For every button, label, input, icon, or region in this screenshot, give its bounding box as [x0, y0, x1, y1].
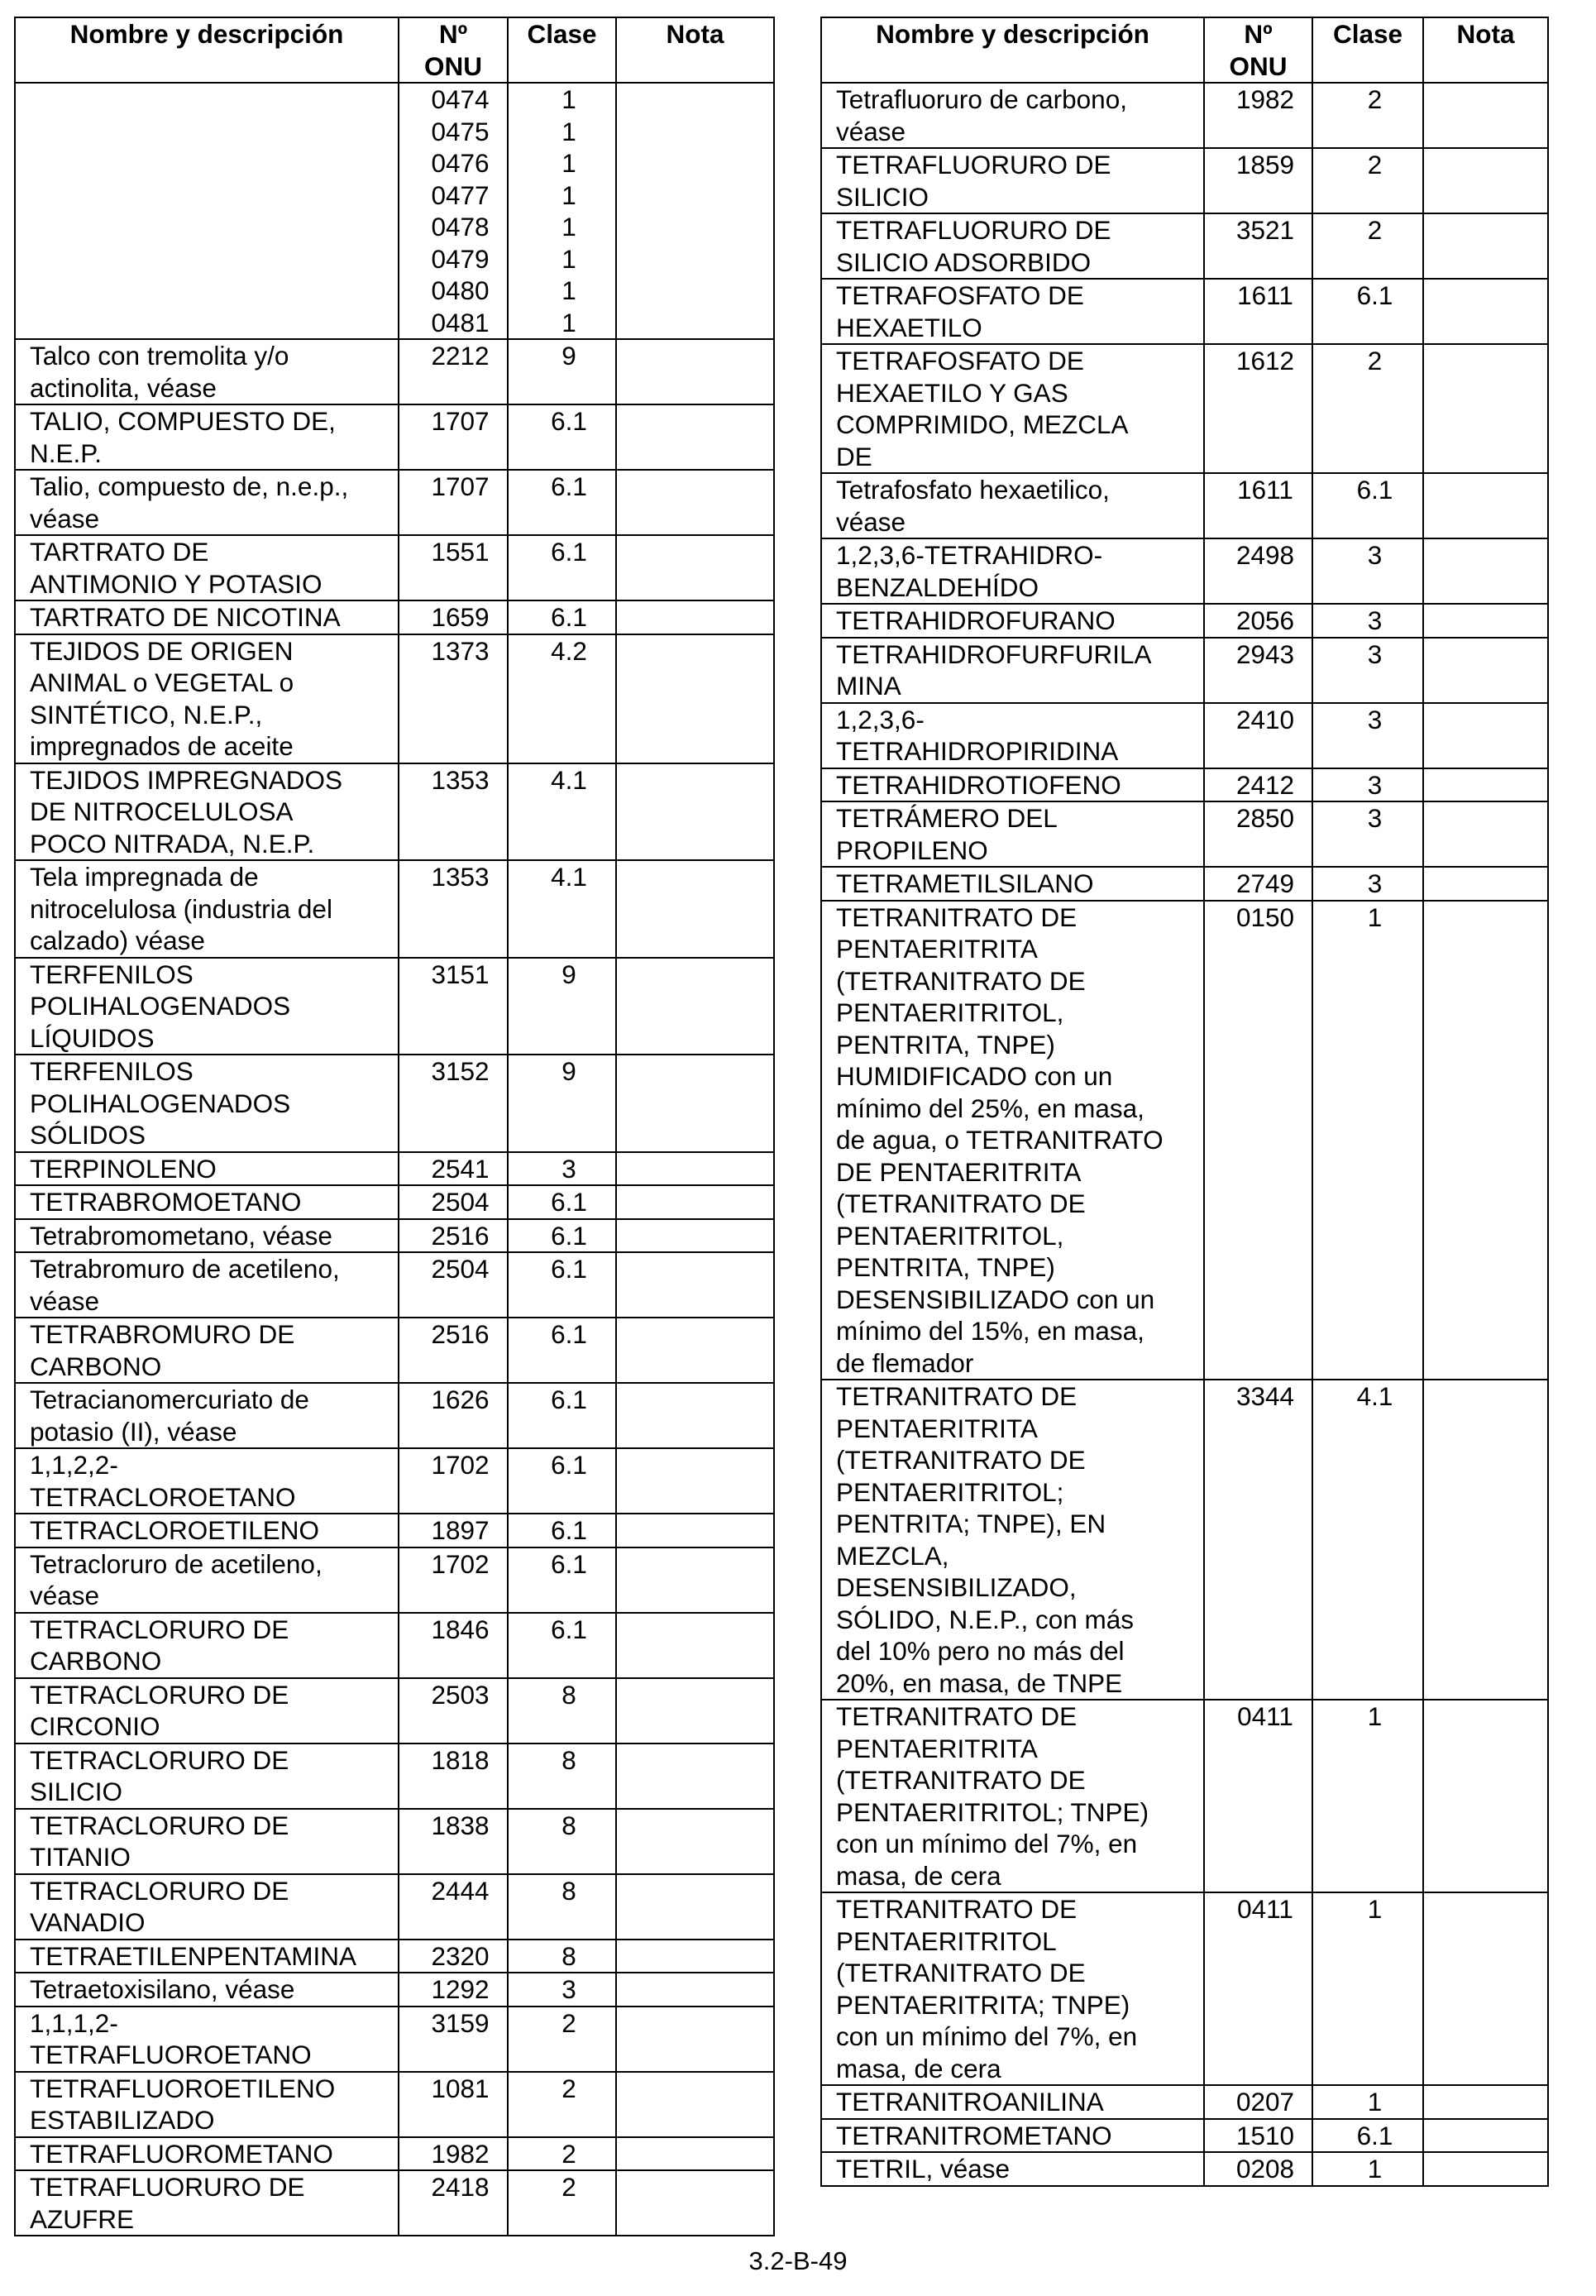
cell-name: Tetraetoxisilano, véase [15, 1973, 399, 2007]
cell-note [616, 1185, 774, 1219]
cell-note [1423, 867, 1548, 901]
cell-class: 3 [1312, 703, 1423, 768]
cell-note [616, 1613, 774, 1678]
cell-note [1423, 538, 1548, 604]
cell-class: 6.1 [508, 1318, 616, 1383]
cell-name: TETRIL, véase [821, 2152, 1204, 2186]
cell-note [616, 860, 774, 958]
table-row [15, 1744, 774, 1809]
table-row [821, 148, 1548, 213]
table-row [15, 1383, 774, 1448]
header-onu: Nº ONU [1204, 17, 1312, 83]
cell-class: 3 [1312, 768, 1423, 802]
cell-name: TETRAFLUORURO DE SILICIO ADSORBIDO [821, 213, 1204, 279]
cell-note [616, 763, 774, 861]
cell-name: 1,1,2,2- TETRACLOROETANO [15, 1448, 399, 1514]
cell-note [616, 1874, 774, 1940]
cell-note [616, 2170, 774, 2236]
cell-note [1423, 473, 1548, 538]
cell-onu: 2418 [399, 2170, 508, 2236]
cell-name: Tela impregnada de nitrocelulosa (industria del calzado) véase [15, 860, 399, 958]
cell-note [616, 1547, 774, 1613]
cell-onu: 1659 [399, 600, 508, 634]
cell-class: 6.1 [508, 404, 616, 470]
table-row [821, 768, 1548, 802]
cell-note [616, 470, 774, 535]
cell-note [616, 1055, 774, 1152]
cell-onu: 1612 [1204, 344, 1312, 473]
cell-name: TETRAMETILSILANO [821, 867, 1204, 901]
cell-onu: 1818 [399, 1744, 508, 1809]
cell-class: 6.1 [1312, 2119, 1423, 2153]
cell-name: TETRABROMURO DE CARBONO [15, 1318, 399, 1383]
cell-name: TETRAHIDROFURFURILA MINA [821, 638, 1204, 703]
table-row [15, 1152, 774, 1186]
cell-onu: 2516 [399, 1219, 508, 1253]
cell-onu: 3521 [1204, 213, 1312, 279]
cell-note [616, 2137, 774, 2171]
table-row [821, 83, 1548, 148]
cell-note [1423, 83, 1548, 148]
cell-class: 9 [508, 339, 616, 404]
cell-note [1423, 768, 1548, 802]
header-class: Clase [1312, 17, 1423, 83]
cell-name: TETRANITROANILINA [821, 2085, 1204, 2119]
cell-name: Talco con tremolita y/o actinolita, véase [15, 339, 399, 404]
cell-onu: 0150 [1204, 901, 1312, 1380]
cell-note [1423, 2085, 1548, 2119]
cell-class: 4.1 [508, 860, 616, 958]
cell-name: TETRABROMOETANO [15, 1185, 399, 1219]
cell-class: 1 [1312, 1700, 1423, 1892]
table-row [15, 634, 774, 763]
cell-onu: 3152 [399, 1055, 508, 1152]
table-row [15, 1678, 774, 1744]
table-row [821, 703, 1548, 768]
cell-onu: 0207 [1204, 2085, 1312, 2119]
cell-class: 2 [1312, 213, 1423, 279]
cell-class: 6.1 [508, 1383, 616, 1448]
cell-class: 2 [508, 2170, 616, 2236]
cell-class: 6.1 [508, 600, 616, 634]
cell-name: TEJIDOS IMPREGNADOS DE NITROCELULOSA POCO NITRADA, N.E.P. [15, 763, 399, 861]
cell-name: TETRAFOSFATO DE HEXAETILO Y GAS COMPRIMIDO, MEZCLA DE [821, 344, 1204, 473]
cell-name: TETRANITROMETANO [821, 2119, 1204, 2153]
table-row [821, 1700, 1548, 1892]
cell-name: TETRACLORURO DE CARBONO [15, 1613, 399, 1678]
cell-class: 2 [1312, 148, 1423, 213]
cell-note [1423, 279, 1548, 344]
cell-name: Tetrafluoruro de carbono, véase [821, 83, 1204, 148]
cell-onu: 1292 [399, 1973, 508, 2007]
cell-name [15, 83, 399, 339]
table-row [15, 1252, 774, 1318]
cell-onu: 2410 [1204, 703, 1312, 768]
table-row [15, 83, 774, 339]
table-row [15, 470, 774, 535]
cell-onu: 1838 [399, 1809, 508, 1874]
table-row [821, 213, 1548, 279]
table-row [821, 473, 1548, 538]
cell-onu: 2541 [399, 1152, 508, 1186]
cell-class: 8 [508, 1809, 616, 1874]
cell-onu: 2503 [399, 1678, 508, 1744]
cell-class: 6.1 [1312, 473, 1423, 538]
table-row [821, 2119, 1548, 2153]
cell-onu: 1081 [399, 2072, 508, 2137]
cell-note [616, 1514, 774, 1547]
cell-name: TERPINOLENO [15, 1152, 399, 1186]
cell-class: 6.1 [508, 1514, 616, 1547]
cell-note [616, 2072, 774, 2137]
cell-name: TETRANITRATO DE PENTAERITRITA (TETRANITRATO DE PENTAERITRITOL; PENTRITA; TNPE), EN MEZCLA, DESENSIBILIZADO, SÓLIDO, N.E.P., con más del 10% pero no más del 20%, en masa, de TNPE [821, 1380, 1204, 1700]
cell-note [616, 535, 774, 600]
cell-note [1423, 1892, 1548, 2085]
table-row [15, 958, 774, 1055]
cell-onu: 1982 [1204, 83, 1312, 148]
cell-note [616, 600, 774, 634]
cell-name: TETRANITRATO DE PENTAERITRITA (TETRANITRATO DE PENTAERITRITOL; TNPE) con un mínimo del 7%, en masa, de cera [821, 1700, 1204, 1892]
table-row [821, 1892, 1548, 2085]
cell-class: 1 [1312, 2152, 1423, 2186]
cell-onu: 1353 [399, 763, 508, 861]
cell-onu: 2412 [1204, 768, 1312, 802]
cell-class: 3 [1312, 867, 1423, 901]
cell-note [616, 1152, 774, 1186]
cell-name: TETRAFLUOROMETANO [15, 2137, 399, 2171]
cell-note [1423, 901, 1548, 1380]
cell-onu: 1353 [399, 860, 508, 958]
cell-note [1423, 213, 1548, 279]
cell-class: 6.1 [508, 1219, 616, 1253]
cell-note [616, 958, 774, 1055]
cell-class: 4.1 [508, 763, 616, 861]
cell-class: 3 [1312, 604, 1423, 638]
cell-name: TETRACLOROETILENO [15, 1514, 399, 1547]
cell-onu: 1707 [399, 404, 508, 470]
cell-class: 2 [508, 2072, 616, 2137]
cell-name: TETRAFLUOROETILENO ESTABILIZADO [15, 2072, 399, 2137]
table-row [821, 344, 1548, 473]
cell-name: TALIO, COMPUESTO DE, N.E.P. [15, 404, 399, 470]
table-row [15, 1318, 774, 1383]
table-row [821, 1380, 1548, 1700]
table-row [15, 860, 774, 958]
cell-onu: 2056 [1204, 604, 1312, 638]
cell-onu: 3159 [399, 2007, 508, 2072]
cell-name: 1,2,3,6- TETRAHIDROPIRIDINA [821, 703, 1204, 768]
cell-class: 3 [508, 1152, 616, 1186]
cell-name: TERFENILOS POLIHALOGENADOS LÍQUIDOS [15, 958, 399, 1055]
cell-note [616, 2007, 774, 2072]
cell-class: 6.1 [508, 1252, 616, 1318]
cell-class: 4.2 [508, 634, 616, 763]
table-row [821, 901, 1548, 1380]
cell-name: TETRACLORURO DE CIRCONIO [15, 1678, 399, 1744]
cell-class: 8 [508, 1874, 616, 1940]
cell-class: 1 1 1 1 1 1 1 1 [508, 83, 616, 339]
table-row [15, 2170, 774, 2236]
cell-class: 3 [508, 1973, 616, 2007]
cell-onu: 1626 [399, 1383, 508, 1448]
cell-note [616, 404, 774, 470]
cell-name: TETRAHIDROFURANO [821, 604, 1204, 638]
table-row [15, 535, 774, 600]
table-row [15, 1055, 774, 1152]
cell-class: 8 [508, 1940, 616, 1973]
table-row [821, 279, 1548, 344]
cell-name: TERFENILOS POLIHALOGENADOS SÓLIDOS [15, 1055, 399, 1152]
table-row [15, 1613, 774, 1678]
table-row [15, 1219, 774, 1253]
table-row [15, 2072, 774, 2137]
cell-class: 4.1 [1312, 1380, 1423, 1700]
cell-class: 3 [1312, 538, 1423, 604]
table-row [15, 763, 774, 861]
cell-note [1423, 604, 1548, 638]
cell-class: 9 [508, 1055, 616, 1152]
header-name: Nombre y descripción [15, 17, 399, 83]
cell-name: Tetracianomercuriato de potasio (II), véase [15, 1383, 399, 1448]
table-header-row [821, 17, 1548, 83]
page-number: 3.2-B-49 [748, 2246, 848, 2275]
cell-name: Tetrafosfato hexaetilico, véase [821, 473, 1204, 538]
cell-onu: 2212 [399, 339, 508, 404]
cell-name: TETRANITRATO DE PENTAERITRITOL (TETRANITRATO DE PENTAERITRITA; TNPE) con un mínimo del 7%, en masa, de cera [821, 1892, 1204, 2085]
cell-class: 2 [508, 2007, 616, 2072]
table-row [15, 1940, 774, 1973]
cell-onu: 3344 [1204, 1380, 1312, 1700]
cell-note [616, 83, 774, 339]
cell-name: TETRAHIDROTIOFENO [821, 768, 1204, 802]
cell-name: TETRAFOSFATO DE HEXAETILO [821, 279, 1204, 344]
cell-note [616, 1809, 774, 1874]
cell-note [616, 634, 774, 763]
table-header-row [15, 17, 774, 83]
cell-onu: 1510 [1204, 2119, 1312, 2153]
header-note: Nota [1423, 17, 1548, 83]
cell-note [1423, 638, 1548, 703]
cell-onu: 2943 [1204, 638, 1312, 703]
cell-name: TETRAFLUORURO DE SILICIO [821, 148, 1204, 213]
table-row [15, 1448, 774, 1514]
cell-name: TETRACLORURO DE VANADIO [15, 1874, 399, 1940]
cell-class: 6.1 [508, 1547, 616, 1613]
table-row [15, 1874, 774, 1940]
cell-note [1423, 1700, 1548, 1892]
dangerous-goods-table-right [820, 17, 1549, 2187]
cell-onu: 2749 [1204, 867, 1312, 901]
cell-onu: 2516 [399, 1318, 508, 1383]
table-row [15, 1973, 774, 2007]
cell-name: TARTRATO DE NICOTINA [15, 600, 399, 634]
cell-onu: 2504 [399, 1185, 508, 1219]
cell-class: 6.1 [508, 535, 616, 600]
cell-note [1423, 148, 1548, 213]
cell-note [1423, 344, 1548, 473]
cell-onu: 1897 [399, 1514, 508, 1547]
table-row [15, 339, 774, 404]
header-class: Clase [508, 17, 616, 83]
header-onu: Nº ONU [399, 17, 508, 83]
cell-name: 1,1,1,2- TETRAFLUOROETANO [15, 2007, 399, 2072]
cell-class: 1 [1312, 1892, 1423, 2085]
table-row [821, 2085, 1548, 2119]
cell-onu: 0411 [1204, 1700, 1312, 1892]
cell-onu: 2320 [399, 1940, 508, 1973]
cell-onu: 1859 [1204, 148, 1312, 213]
cell-onu: 1846 [399, 1613, 508, 1678]
header-note: Nota [616, 17, 774, 83]
table-row [821, 604, 1548, 638]
table-row [15, 600, 774, 634]
cell-note [616, 1940, 774, 1973]
cell-onu: 1982 [399, 2137, 508, 2171]
table-row [821, 538, 1548, 604]
table-row [821, 867, 1548, 901]
cell-class: 3 [1312, 638, 1423, 703]
cell-onu: 3151 [399, 958, 508, 1055]
cell-name: Tetrabromometano, véase [15, 1219, 399, 1253]
cell-onu: 2498 [1204, 538, 1312, 604]
cell-name: TETRACLORURO DE TITANIO [15, 1809, 399, 1874]
cell-note [616, 1744, 774, 1809]
cell-name: TETRACLORURO DE SILICIO [15, 1744, 399, 1809]
cell-name: Talio, compuesto de, n.e.p., véase [15, 470, 399, 535]
cell-class: 8 [508, 1678, 616, 1744]
cell-onu: 2504 [399, 1252, 508, 1318]
table-row [15, 1514, 774, 1547]
table-row [15, 1547, 774, 1613]
cell-onu: 0411 [1204, 1892, 1312, 2085]
cell-note [1423, 2152, 1548, 2186]
cell-note [616, 1383, 774, 1448]
cell-class: 6.1 [1312, 279, 1423, 344]
cell-note [616, 1219, 774, 1253]
cell-onu: 2850 [1204, 801, 1312, 867]
table-row [15, 2007, 774, 2072]
table-row [821, 801, 1548, 867]
cell-onu: 1702 [399, 1547, 508, 1613]
cell-note [616, 1318, 774, 1383]
cell-onu: 1702 [399, 1448, 508, 1514]
cell-note [616, 1973, 774, 2007]
cell-name: TETRAETILENPENTAMINA [15, 1940, 399, 1973]
cell-onu: 1373 [399, 634, 508, 763]
cell-name: TETRANITRATO DE PENTAERITRITA (TETRANITRATO DE PENTAERITRITOL, PENTRITA, TNPE) HUMIDIFICADO con un mínimo del 25%, en masa, de agua, o TETRANITRATO DE PENTAERITRITA (TETRANITRATO DE PENTAERITRITOL, PENTRITA, TNPE) DESENSIBILIZADO con un mínimo del 15%, en masa, de flemador [821, 901, 1204, 1380]
dangerous-goods-table-left [14, 17, 775, 2236]
cell-class: 2 [1312, 83, 1423, 148]
cell-note [616, 1678, 774, 1744]
cell-class: 1 [1312, 901, 1423, 1380]
cell-class: 6.1 [508, 1185, 616, 1219]
cell-class: 8 [508, 1744, 616, 1809]
cell-onu: 2444 [399, 1874, 508, 1940]
cell-note [1423, 703, 1548, 768]
cell-name: TEJIDOS DE ORIGEN ANIMAL o VEGETAL o SINTÉTICO, N.E.P., impregnados de aceite [15, 634, 399, 763]
cell-class: 1 [1312, 2085, 1423, 2119]
table-row [821, 638, 1548, 703]
cell-class: 6.1 [508, 1613, 616, 1678]
cell-class: 9 [508, 958, 616, 1055]
cell-name: TETRÁMERO DEL PROPILENO [821, 801, 1204, 867]
cell-onu: 1551 [399, 535, 508, 600]
cell-class: 6.1 [508, 1448, 616, 1514]
cell-note [1423, 801, 1548, 867]
cell-onu: 0474 0475 0476 0477 0478 0479 0480 0481 [399, 83, 508, 339]
cell-name: 1,2,3,6-TETRAHIDRO- BENZALDEHÍDO [821, 538, 1204, 604]
cell-name: TARTRATO DE ANTIMONIO Y POTASIO [15, 535, 399, 600]
cell-onu: 1611 [1204, 473, 1312, 538]
cell-name: TETRAFLUORURO DE AZUFRE [15, 2170, 399, 2236]
cell-note [1423, 2119, 1548, 2153]
table-row [15, 2137, 774, 2171]
table-row [15, 1185, 774, 1219]
cell-name: Tetrabromuro de acetileno, véase [15, 1252, 399, 1318]
cell-note [1423, 1380, 1548, 1700]
cell-class: 6.1 [508, 470, 616, 535]
cell-class: 2 [508, 2137, 616, 2171]
cell-onu: 0208 [1204, 2152, 1312, 2186]
cell-note [616, 1448, 774, 1514]
cell-note [616, 1252, 774, 1318]
table-row [821, 2152, 1548, 2186]
cell-name: Tetracloruro de acetileno, véase [15, 1547, 399, 1613]
cell-onu: 1707 [399, 470, 508, 535]
table-row [15, 1809, 774, 1874]
table-row [15, 404, 774, 470]
cell-class: 2 [1312, 344, 1423, 473]
cell-note [616, 339, 774, 404]
cell-class: 3 [1312, 801, 1423, 867]
cell-onu: 1611 [1204, 279, 1312, 344]
header-name: Nombre y descripción [821, 17, 1204, 83]
